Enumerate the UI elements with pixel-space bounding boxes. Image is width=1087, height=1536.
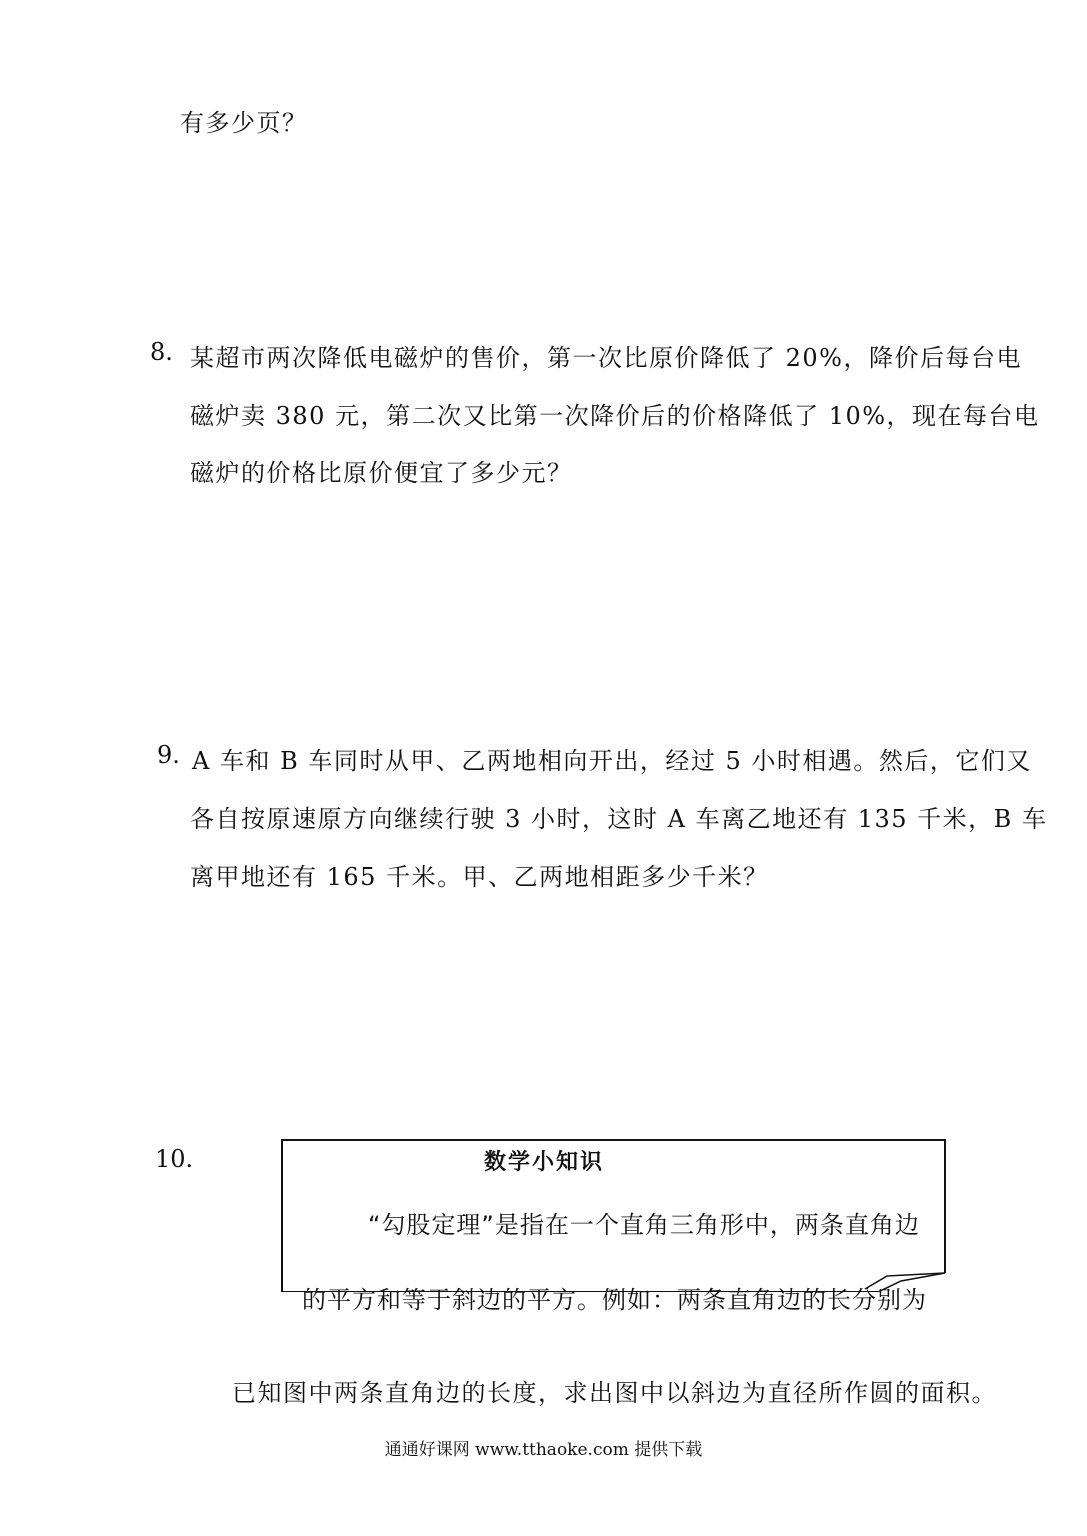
- question-9-line-1: A 车和 B 车同时从甲、乙两地相向开出，经过 5 小时相遇。然后，它们又: [192, 747, 1032, 775]
- note-box-line-2: 的平方和等于斜边的平方。例如：两条直角边的长分别为: [302, 1286, 927, 1314]
- note-box-title: 数学小知识: [484, 1150, 605, 1175]
- question-10-prompt: 已知图中两条直角边的长度，求出图中以斜边为直径所作圆的面积。: [232, 1379, 997, 1407]
- footer-source-text: 通通好课网 www.tthaoke.com 提供下载: [384, 1440, 703, 1460]
- question-10-number: 10.: [155, 1145, 194, 1173]
- question-9-line-3: 离甲地还有 165 千米。甲、乙两地相距多少千米？: [190, 863, 769, 891]
- question-8-line-2: 磁炉卖 380 元，第二次又比第一次降价后的价格降低了 10%，现在每台电: [190, 402, 1040, 430]
- question-9-number: 9.: [157, 741, 180, 769]
- question-9-line-2: 各自按原速原方向继续行驶 3 小时，这时 A 车离乙地还有 135 千米，B 车: [190, 805, 1048, 833]
- question-8-number: 8.: [150, 338, 173, 366]
- question-8-line-1: 某超市两次降低电磁炉的售价，第一次比原价降低了 20%，降价后每台电: [190, 344, 1022, 372]
- note-box-line-1: “勾股定理”是指在一个直角三角形中，两条直角边: [368, 1211, 920, 1239]
- question-8-line-3: 磁炉的价格比原价便宜了多少元？: [190, 459, 573, 487]
- continuation-text: 有多少页？: [180, 109, 308, 137]
